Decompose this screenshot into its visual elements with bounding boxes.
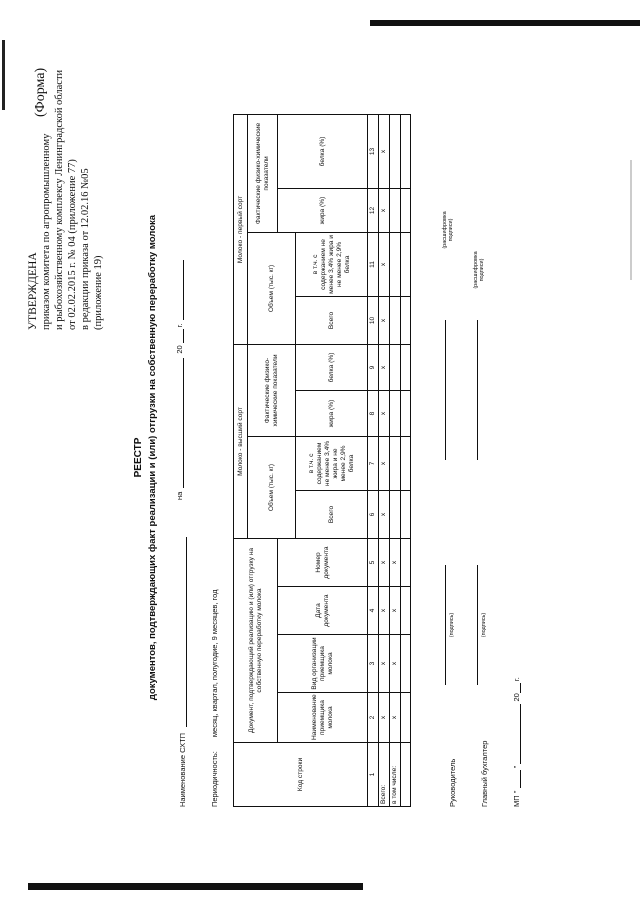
period-label: Периодичность: xyxy=(210,751,219,807)
approval-block xyxy=(27,40,105,330)
header-protein: белка (%) xyxy=(278,114,368,188)
header-incl: в т.ч. с содержанием не менее 3,4% жира и не менее 2,9% белка xyxy=(296,436,368,490)
mp-quote: " xyxy=(512,765,521,769)
table-cell: х xyxy=(379,232,390,296)
form-label: (Форма) xyxy=(33,67,48,117)
header-volume: Объем (тыс. кг) xyxy=(248,232,296,344)
org-label: Наименование СХТП xyxy=(178,732,187,807)
table-cell xyxy=(390,344,401,390)
col-num: 6 xyxy=(368,490,379,538)
date-line xyxy=(175,260,184,500)
table-cell: х xyxy=(390,538,401,586)
sign-caption: (подпись) xyxy=(449,612,455,638)
approval-line: и рыбохозяйственному комплексу Ленинградской области xyxy=(54,69,65,330)
table-cell: х xyxy=(379,344,390,390)
year-blank xyxy=(175,329,184,343)
col-num: 8 xyxy=(368,390,379,436)
table-cell: х xyxy=(379,693,390,743)
decode-caption: (расшифровка подписи) xyxy=(442,211,454,249)
col-num: 1 xyxy=(368,743,379,807)
header-buyer: Наименование приемщика молока xyxy=(278,693,368,743)
table-cell: х xyxy=(390,693,401,743)
header-doc-num: Номер документа xyxy=(278,538,368,586)
col-num: 11 xyxy=(368,232,379,296)
mp-day-blank xyxy=(512,771,521,789)
date-tail-blank xyxy=(175,260,184,320)
head-sign-line xyxy=(445,565,446,685)
table-cell: х xyxy=(390,587,401,635)
rotated-page xyxy=(15,20,620,895)
col-num: 9 xyxy=(368,344,379,390)
table-cell: х xyxy=(390,635,401,693)
col-num: 7 xyxy=(368,436,379,490)
scan-edge-specks xyxy=(630,160,632,280)
header-fat: жира (%) xyxy=(296,390,368,436)
row-label: Всего: xyxy=(379,743,390,807)
mp-g: г. xyxy=(512,677,521,682)
table-cell: х xyxy=(379,114,390,188)
mp-quote: " xyxy=(512,790,521,794)
table-cell: х xyxy=(379,538,390,586)
date-blank xyxy=(175,358,184,488)
head-label: Руководитель xyxy=(448,758,457,807)
document-subtitle: документов, подтверждающих факт реализации и (или) отгрузки на собственную переработку молока xyxy=(147,214,158,701)
row-label: в том числе: xyxy=(390,743,401,807)
table-cell xyxy=(390,436,401,490)
header-incl: в т.ч. с содержанием не менее 3,4% жира и не менее 2,9% белка xyxy=(296,232,368,296)
header-doc-date: Дата документа xyxy=(278,587,368,635)
table-cell: х xyxy=(379,296,390,344)
accountant-label: Главный бухгалтер xyxy=(480,740,489,807)
approval-line: от 02.02.2015 г. № 04 (приложение 77) xyxy=(67,159,78,330)
col-num: 3 xyxy=(368,635,379,693)
table-cell: х xyxy=(379,635,390,693)
header-code: Код строки xyxy=(234,743,368,807)
col-num: 13 xyxy=(368,114,379,188)
mp-label: МП xyxy=(512,795,521,807)
org-line xyxy=(178,537,187,807)
col-num: 12 xyxy=(368,188,379,232)
header-top-grade: Молоко - высший сорт xyxy=(234,344,248,538)
table-cell xyxy=(390,296,401,344)
table-row-total xyxy=(379,114,390,806)
header-phys: Фактические физико-химические показатели xyxy=(248,344,296,436)
mp-line xyxy=(512,677,521,807)
header-org-type: Вид организации приемщика молока xyxy=(278,635,368,693)
scan-left-mark xyxy=(2,40,5,110)
approval-line: в редакции приказа от 12.02.16 №05 xyxy=(80,168,91,330)
accountant-sign-line xyxy=(477,565,478,685)
table-cell xyxy=(390,114,401,188)
date-prefix: на xyxy=(175,491,184,500)
header-protein: белка (%) xyxy=(296,344,368,390)
table-cell: х xyxy=(379,587,390,635)
period-line xyxy=(210,590,219,808)
approval-line: (приложение 19) xyxy=(93,255,104,330)
date-suffix: г. xyxy=(175,323,184,328)
header-total: Всего xyxy=(296,296,368,344)
head-decode-line xyxy=(445,320,446,460)
table-cell: х xyxy=(379,390,390,436)
accountant-decode-line xyxy=(477,320,478,460)
table-row-blank xyxy=(401,114,411,806)
header-doc-group: Документ, подтверждающий реализацию и (или) отгрузку на собственную переработку молока xyxy=(234,538,278,742)
mp-month-blank xyxy=(512,704,521,764)
sign-caption: (подпись) xyxy=(481,612,487,638)
table-cell: х xyxy=(379,188,390,232)
table-cell xyxy=(390,490,401,538)
col-num: 10 xyxy=(368,296,379,344)
header-volume: Объем (тыс. кг) xyxy=(248,436,296,538)
org-blank xyxy=(178,537,187,727)
header-total: Всего xyxy=(296,490,368,538)
header-fat: жира (%) xyxy=(278,188,368,232)
period-value: месяц, квартал, полугодие, 9 месяцев, год xyxy=(210,589,219,738)
table-cell xyxy=(390,188,401,232)
table-cell xyxy=(390,390,401,436)
header-first-grade: Молоко - первый сорт xyxy=(234,114,248,344)
header-phys: Фактические физико-химические показатели xyxy=(248,114,278,232)
approval-title: УТВЕРЖДЕНА xyxy=(27,252,39,330)
date-year: 20 xyxy=(175,345,184,354)
table-cell xyxy=(390,232,401,296)
column-number-row xyxy=(368,114,379,806)
col-num: 4 xyxy=(368,587,379,635)
approval-line: приказом комитета по агропромышленному xyxy=(41,133,52,330)
col-num: 5 xyxy=(368,538,379,586)
mp-year-blank xyxy=(512,683,521,693)
decode-caption: (расшифровка подписи) xyxy=(473,251,485,289)
registry-table xyxy=(233,114,411,807)
document-title: РЕЕСТР xyxy=(133,437,144,478)
table-row-incl xyxy=(390,114,401,806)
col-num: 2 xyxy=(368,693,379,743)
table-cell: х xyxy=(379,490,390,538)
mp-year: 20 xyxy=(512,693,521,702)
table-cell: х xyxy=(379,436,390,490)
